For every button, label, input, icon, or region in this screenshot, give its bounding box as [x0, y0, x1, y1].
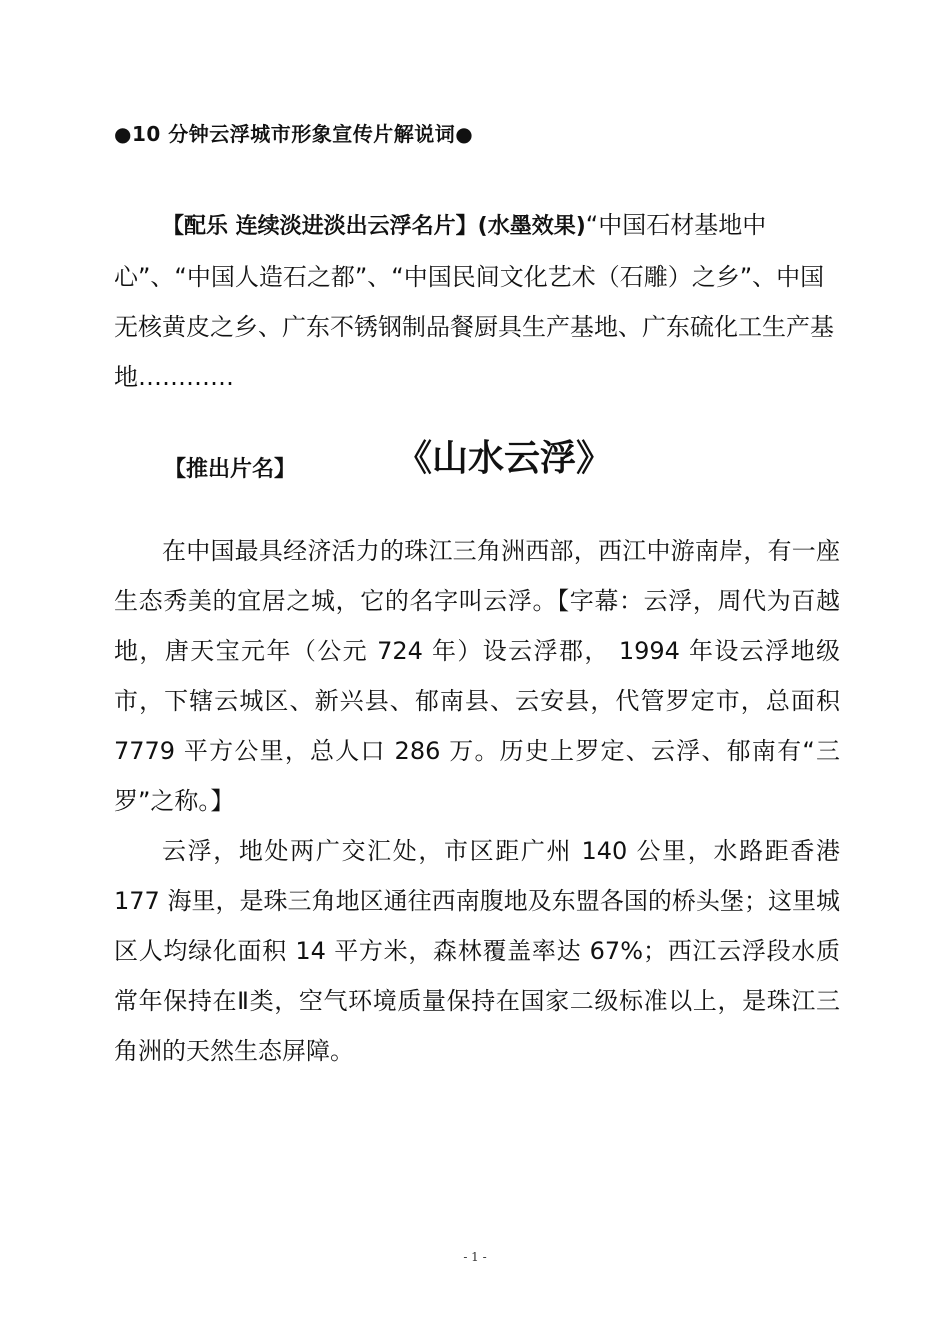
document-heading: ●10 分钟云浮城市形象宣传片解说词●: [114, 122, 474, 146]
film-title: 《山水云浮》: [396, 438, 613, 479]
narration-paragraph-1: 在中国最具经济活力的珠江三角洲西部，西江中游南岸，有一座生态秀美的宜居之城，它的名字叫云浮。【字幕：云浮，周代为百越地，唐天宝元年（公元 724 年）设云浮郡， 1994 年设云浮地级市，下辖云城区、新兴县、郁南县、云安县，代管罗定市，总面积 7779 平方公里，总人口 286 万。历史上罗定、云浮、郁南有“三罗”之称。】: [114, 537, 840, 815]
intro-text: “中国石材基地中心”、“中国人造石之都”、“中国民间文化艺术（石雕）之乡”、中国无核黄皮之乡、广东不锈钢制品餐厨具生产基地、广东硫化工生产基地…………: [114, 211, 834, 391]
narration-body: [114, 526, 840, 1076]
intro-paragraph: [114, 200, 840, 402]
music-cue-label: 【配乐 连续淡进淡出云浮名片】(水墨效果): [162, 214, 586, 239]
title-cue-label: 【推出片名】: [164, 457, 297, 482]
title-row: [114, 430, 840, 490]
narration-paragraph-2: 云浮，地处两广交汇处，市区距广州 140 公里，水路距香港 177 海里，是珠三角地区通往西南腹地及东盟各国的桥头堡；这里城区人均绿化面积 14 平方米，森林覆盖率达 67%；西江云浮段水质常年保持在Ⅱ类，空气环境质量保持在国家二级标准以上，是珠江三角洲的天然生态屏障。: [114, 837, 840, 1065]
page-number: - 1 -: [463, 1250, 487, 1264]
